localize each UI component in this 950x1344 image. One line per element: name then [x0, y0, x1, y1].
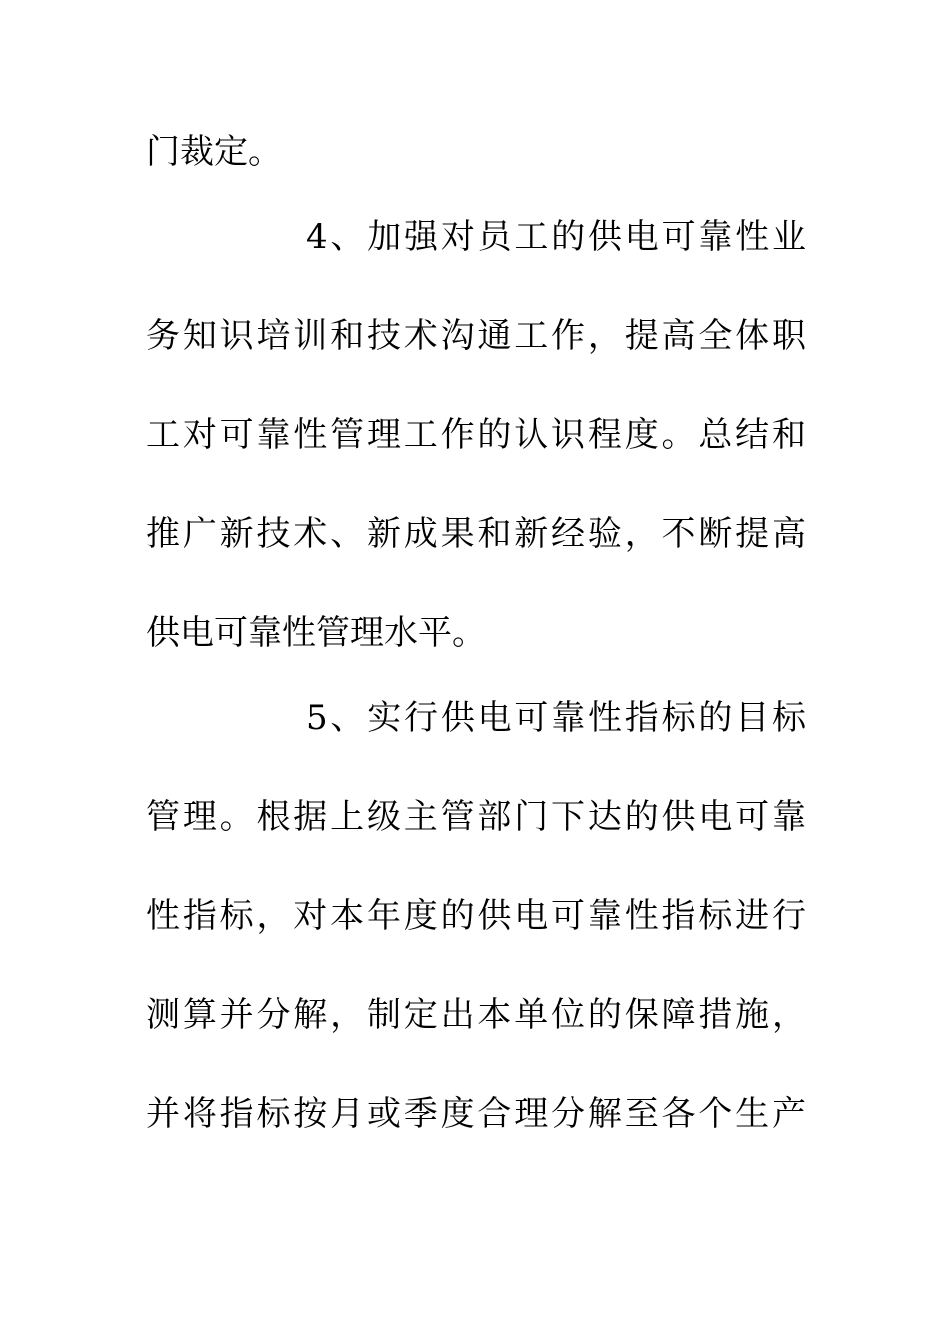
text-line-10: 测算并分解，制定出本单位的保障措施，	[146, 995, 806, 1035]
text-line-6: 供电可靠性管理水平。	[146, 613, 486, 653]
text-line-9: 性指标，对本年度的供电可靠性指标进行	[146, 896, 806, 936]
text-line-5: 推广新技术、新成果和新经验，不断提高	[146, 514, 806, 554]
text-line-1: 门裁定。	[146, 132, 282, 172]
paragraph-5-heading-line: 5、实行供电可靠性指标的目标	[306, 698, 806, 738]
text-line-11: 并将指标按月或季度合理分解至各个生产	[146, 1094, 806, 1134]
paragraph-4-heading-line: 4、加强对员工的供电可靠性业	[306, 217, 806, 257]
text-line-8: 管理。根据上级主管部门下达的供电可靠	[146, 797, 806, 837]
text-line-4: 工对可靠性管理工作的认识程度。总结和	[146, 415, 806, 455]
text-line-3: 务知识培训和技术沟通工作，提高全体职	[146, 316, 806, 356]
